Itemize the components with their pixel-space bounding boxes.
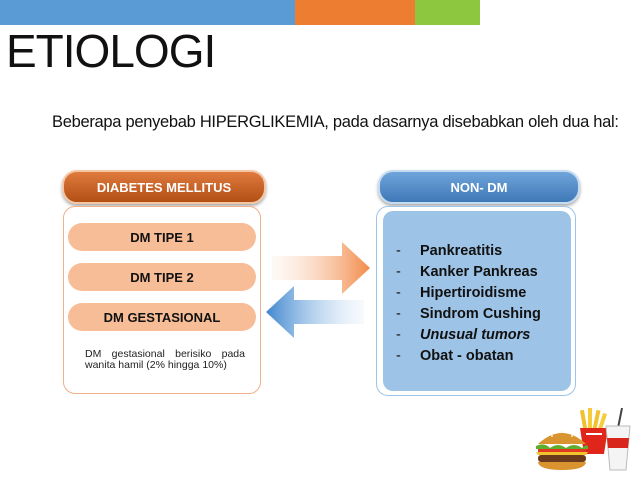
list-item: - Obat - obatan [396,347,514,364]
slide-subtitle: Beberapa penyebab HIPERGLIKEMIA, pada dasarnya disebabkan oleh dua hal: [52,113,619,131]
top-bar-green [415,0,480,25]
list-item: - Unusual tumors [396,326,531,343]
diabetes-mellitus-header: DIABETES MELLITUS [62,170,266,204]
list-item: - Hipertiroidisme [396,284,527,301]
top-bar-orange [295,0,415,25]
dm-type-2-pill: DM TIPE 2 [68,263,256,291]
list-item: - Pankreatitis [396,242,503,259]
dm-gestational-pill: DM GESTASIONAL [68,303,256,331]
gestational-note: DM gestasional berisiko pada wanita hamil (2% hingga 10%) [85,348,245,371]
slide-title: ETIOLOGI [6,25,216,77]
top-bar-blue [0,0,295,25]
burger-icon [536,431,588,470]
list-item: - Sindrom Cushing [396,305,541,322]
list-item: - Kanker Pankreas [396,263,538,280]
dm-type-1-pill: DM TIPE 1 [68,223,256,251]
non-dm-list [396,240,541,366]
fast-food-icon [530,408,634,474]
non-dm-header: NON- DM [378,170,580,204]
drink-cup-icon [606,408,630,470]
blue-left-arrow-icon [266,286,364,338]
